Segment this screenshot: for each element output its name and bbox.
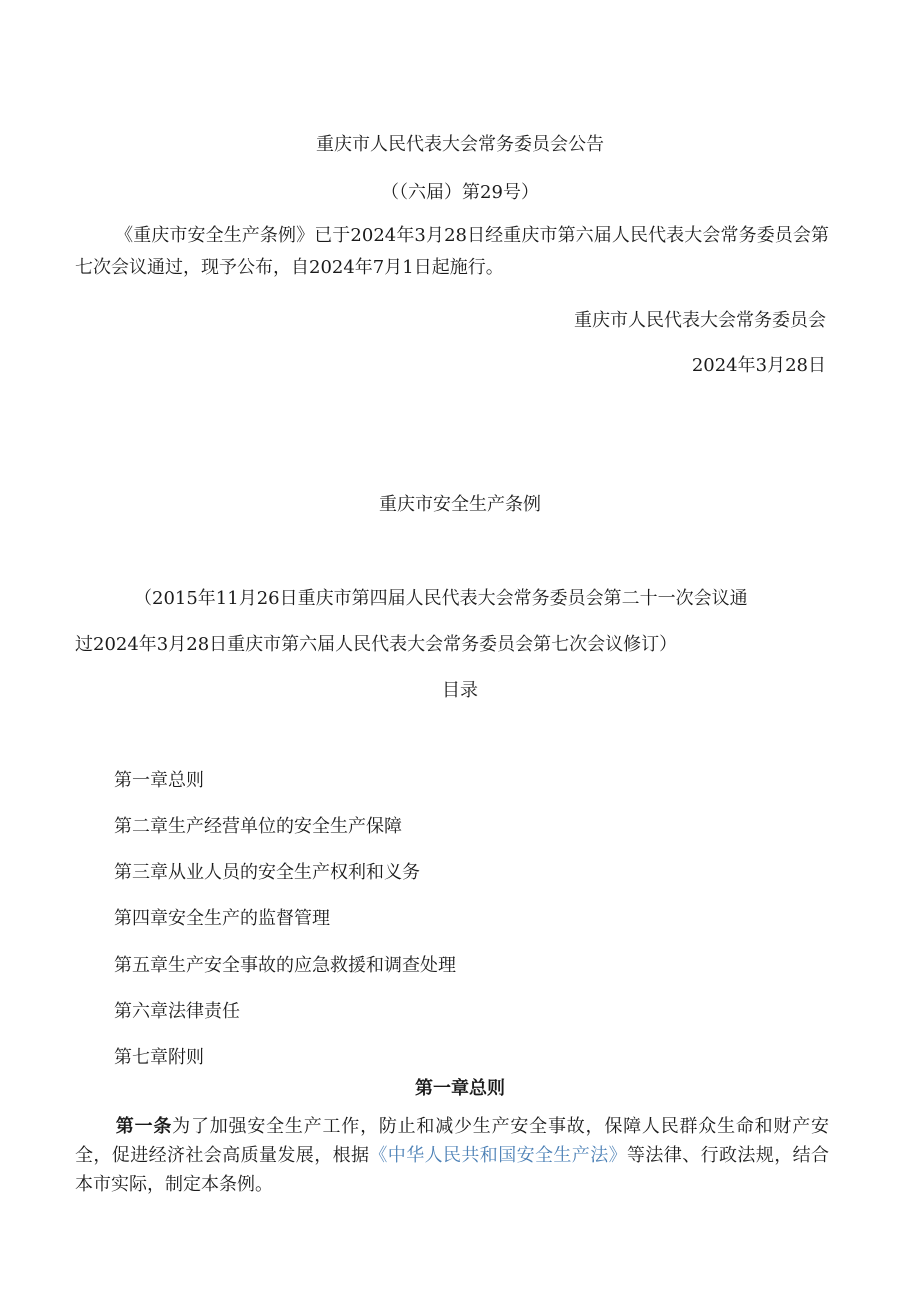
announcement-title: 重庆市人民代表大会常务委员会公告 — [316, 134, 604, 155]
regulation-history-line-2: 过2024年3月28日重庆市第六届人民代表大会常务委员会第七次会议修订） — [75, 634, 678, 655]
announcement-body — [75, 220, 829, 284]
toc-item-chapter-1[interactable]: 第一章总则 — [114, 770, 204, 791]
regulation-title: 重庆市安全生产条例 — [379, 494, 541, 515]
announcement-body-text: 《重庆市安全生产条例》已于2024年3月28日经重庆市第六届人民代表大会常务委员会第七次会议通过，现予公布，自2024年7月1日起施行。 — [75, 225, 829, 278]
toc-item-chapter-4[interactable]: 第四章安全生产的监督管理 — [114, 908, 330, 929]
announcement-signature: 重庆市人民代表大会常务委员会 — [574, 310, 826, 331]
article-1 — [75, 1112, 829, 1199]
toc-item-chapter-3[interactable]: 第三章从业人员的安全生产权利和义务 — [114, 862, 420, 883]
toc-item-chapter-7[interactable]: 第七章附则 — [114, 1047, 204, 1068]
regulation-history-line-1: （2015年11月26日重庆市第四届人民代表大会常务委员会第二十一次会议通 — [134, 588, 748, 609]
chapter-1-heading: 第一章总则 — [415, 1078, 505, 1099]
toc-item-chapter-5[interactable]: 第五章生产安全事故的应急救援和调查处理 — [114, 955, 456, 976]
article-1-label: 第一条 — [115, 1116, 173, 1137]
safety-production-law-link[interactable]: 《中华人民共和国安全生产法》 — [369, 1145, 628, 1166]
toc-item-chapter-6[interactable]: 第六章法律责任 — [114, 1001, 240, 1022]
toc-heading: 目录 — [442, 680, 478, 701]
announcement-date: 2024年3月28日 — [691, 355, 826, 376]
announcement-number: （（六届）第29号） — [381, 182, 539, 203]
article-1-text-before-link: 为了加强安全生产工作，防止和减少生产安全事故，保障人民群众生命和财产安全，促进经济社会高质量发展，根据 — [75, 1116, 830, 1166]
article-1-text-after-link: 等法律、行政法规，结合本市实际，制定本条例。 — [75, 1145, 830, 1195]
toc-item-chapter-2[interactable]: 第二章生产经营单位的安全生产保障 — [114, 816, 402, 837]
